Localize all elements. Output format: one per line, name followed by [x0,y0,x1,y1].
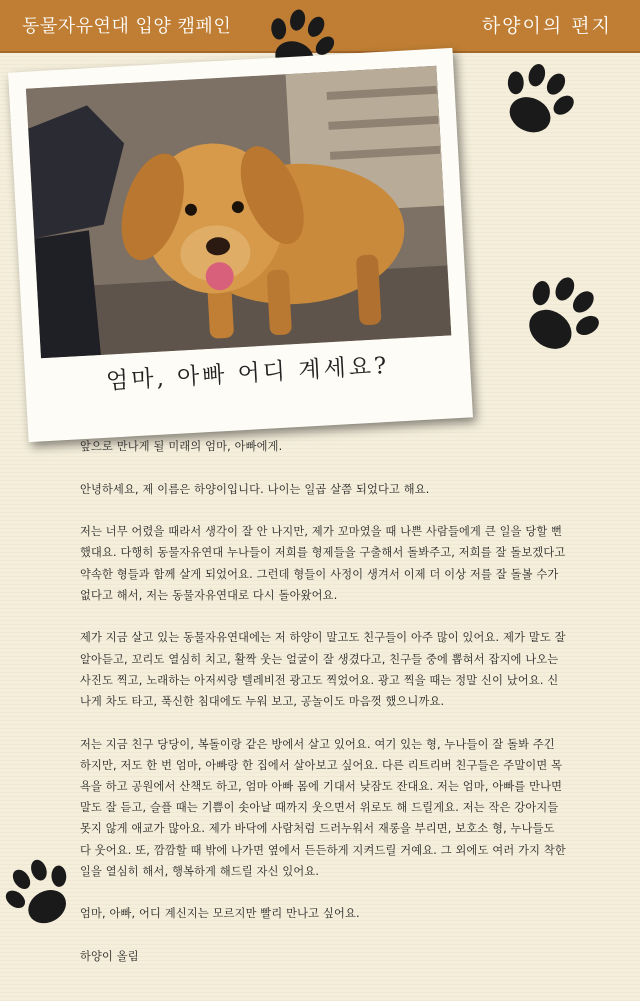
letter-paragraph: 안녕하세요, 제 이름은 하양이입니다. 나이는 일곱 살쯤 되었다고 해요. [80,482,430,496]
polaroid-frame [8,48,473,442]
letter-body [80,436,568,989]
letter-paragraph: 엄마, 아빠, 어디 계신지는 모르지만 빨리 만나고 싶어요. [80,907,360,921]
letter-paragraph: 제가 지금 살고 있는 동물자유연대에는 저 하양이 말고도 친구들이 아주 많이 있어요. 제가 말도 잘 알아듣고, 꼬리도 열심히 치고, 활짝 웃는 얼굴이 잘 생겼다고, 친구들 중에 뽑혀서 잡지에 나오는 사진도 찍고, 노래하는 아저씨랑 텔레비전 광고도 찍었어요. 광고 찍을 때는 정말 신이 났어요. 신나게 차도 타고, 푹신한 침대에도 누워 보고, 공놀이도 마음껏 했으니까요. [80,631,566,708]
dog-photo [26,66,451,359]
letter-paragraph: 저는 너무 어렸을 때라서 생각이 잘 안 나지만, 제가 꼬마였을 때 나쁜 사람들에게 큰 일을 당할 뻔 했대요. 다행히 동물자유연대 누나들이 저희를 형제들을 구출해서 돌봐주고, 저희를 잘 돌보겠다고 약속한 형들과 함께 살게 되었어요. 그런데 형들이 사정이 생겨서 이제 더 이상 저를 잘 돌볼 수가 없다고 해서, 저는 동물자유연대로 다시 돌아왔어요. [80,525,566,602]
letter-signature: 하양이 올림 [80,950,139,963]
photo-caption: 엄마, 아빠 어디 계세요? [105,352,390,395]
campaign-title: 동물자유연대 입양 캠페인 [22,16,232,37]
letter-title: 하양이의 편지 [481,15,612,37]
letter-paragraph: 저는 지금 친구 당당이, 복돌이랑 같은 방에서 살고 있어요. 여기 있는 형, 누나들이 잘 돌봐 주긴 하지만, 저도 한 번 엄마, 아빠랑 한 집에서 살아보고 싶어요. 다른 리트리버 친구들은 주말이면 목욕을 하고 공원에서 산책도 하고, 엄마 아빠 몸에 기대서 낮잠도 잔대요. 저는 엄마, 아빠를 만나면 말도 잘 듣고, 슬플 때는 기쁨이 솟아날 때까지 웃으면서 위로도 해 드릴게요. 저는 작은 강아지들 못지 않게 애교가 많아요. 제가 바닥에 사람처럼 드러누워서 재롱을 부리면, 보호소 형, 누나들도 다 웃어요. 또, 깜깜할 때 밖에 나가면 옆에서 든든하게 지켜드릴 거예요. 그 외에도 여러 가지 착한 일을 열심히 해서, 행복하게 해드릴 자신 있어요. [80,737,566,878]
letter-paragraph: 앞으로 만나게 될 미래의 엄마, 아빠에게. [80,440,283,453]
